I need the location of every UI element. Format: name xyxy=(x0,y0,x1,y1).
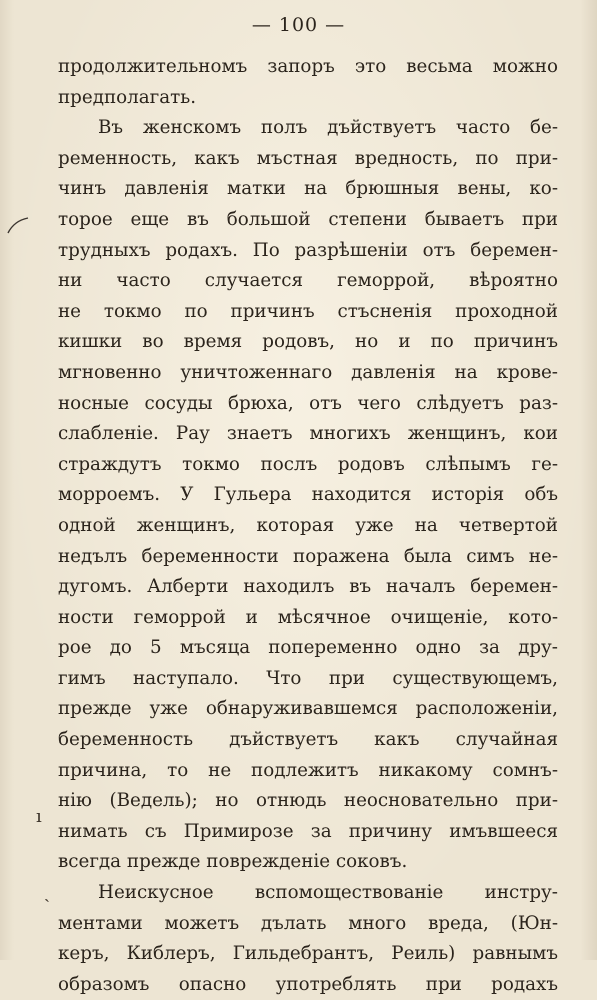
text-line: ни часто случается геморрой, вѣроятно xyxy=(58,270,558,292)
text-line: нію (Ведель); но отнюдь неосновательно при- xyxy=(58,790,558,812)
text-line: страждутъ токмо послъ родовъ слѣпымъ ге- xyxy=(58,453,558,475)
text-line: гимъ наступало. Что при существующемъ, xyxy=(58,667,558,689)
text-line: ности геморрой и мѣсячное очищеніе, кото- xyxy=(58,606,558,628)
text-line: керъ, Киблеръ, Гильдебрантъ, Реиль) равнымъ xyxy=(58,943,558,965)
text-line: недълъ беременности поражена была симъ не- xyxy=(58,545,558,567)
text-line: причина, то не подлежитъ никакому сомнъ- xyxy=(58,759,558,781)
text-line: ременность, какъ мъстная вредность, по при- xyxy=(58,147,558,169)
margin-comma-mark: ˏ xyxy=(44,882,50,903)
text-line: всегда прежде поврежденіе соковъ. xyxy=(58,851,408,873)
text-line: предполагать. xyxy=(58,86,197,108)
page-number: 100 xyxy=(278,14,319,36)
text-line: носные сосуды брюха, отъ чего слѣдуетъ раз- xyxy=(58,392,558,414)
text-line: рое до 5 мъсяца попеременно одно за дру- xyxy=(58,637,558,659)
text-line: не токмо по причинъ стъсненія проходной xyxy=(58,300,558,322)
text-line: трудныхъ родахъ. По разрѣшеніи отъ беремен- xyxy=(58,239,558,261)
text-line: мгновенно уничтоженнаго давленія на крове- xyxy=(58,361,558,383)
text-line: продолжительномъ запоръ это весьма можно xyxy=(58,56,558,77)
text-line: прежде уже обнаруживавшемся расположеніи, xyxy=(58,698,558,720)
text-line: беременность дъйствуетъ какъ случайная xyxy=(58,729,558,751)
body-text xyxy=(58,52,558,1000)
text-line: кишки во время родовъ, но и по причинъ xyxy=(58,331,558,353)
header-dash-left: — xyxy=(251,14,272,36)
text-line: одной женщинъ, которая уже на четвертой xyxy=(58,514,558,536)
text-line: дугомъ. Алберти находилъ въ началъ беремен- xyxy=(58,576,558,598)
text-line: слабленіе. Рау знаетъ многихъ женщинъ, кои xyxy=(58,423,558,445)
text-line: образомъ опасно употреблять при родахъ xyxy=(58,973,558,995)
text-line: чинъ давленія матки на брюшныя вены, ко- xyxy=(58,178,558,200)
page-header xyxy=(0,14,597,36)
header-dash-right: — xyxy=(325,14,346,36)
text-line: ментами можетъ дълать много вреда, (Юн- xyxy=(58,912,558,934)
pencil-margin-mark-icon xyxy=(6,215,30,235)
text-line: Неискусное вспомоществованіе инстру- xyxy=(98,882,558,904)
text-line: морроемъ. У Гульера находится исторія объ xyxy=(58,484,558,506)
text-line: Въ женскомъ полъ дъйствуетъ часто бе- xyxy=(98,117,558,139)
text-line: нимать съ Примирозе за причину имъвшееся xyxy=(58,820,558,842)
text-line: торое еще въ большой степени бываетъ при xyxy=(58,208,558,230)
margin-tick-mark: ı xyxy=(36,806,42,827)
